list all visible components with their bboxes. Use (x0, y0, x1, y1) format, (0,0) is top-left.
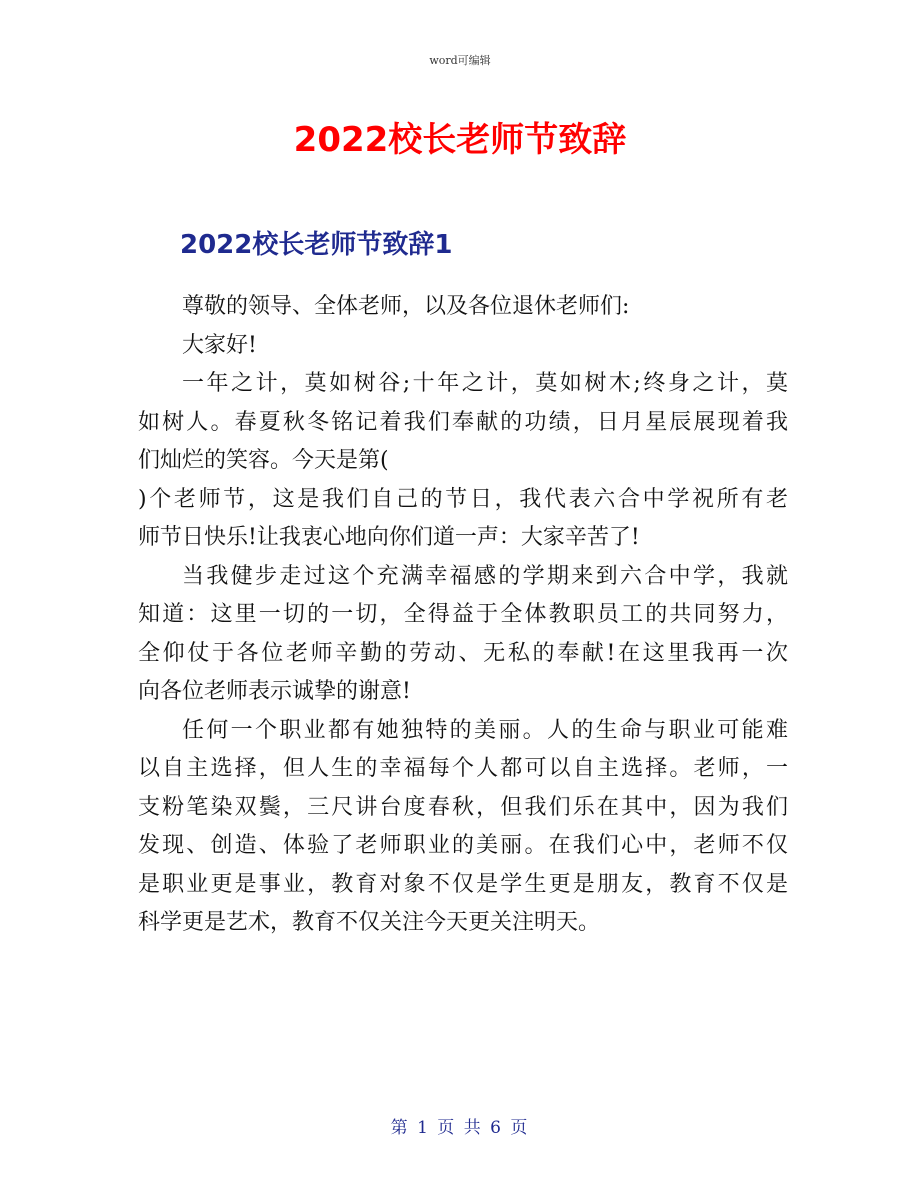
document-title: 2022校长老师节致辞 (293, 120, 627, 160)
body-line: 知道：这里一切的一切，全得益于全体教职员工的共同努力， (138, 602, 788, 627)
body-line: )个老师节，这是我们自己的节日，我代表六合中学祝所有老 (138, 486, 788, 512)
body-line: 大家好! (182, 332, 257, 358)
body-line: 科学更是艺术，教育不仅关注今天更关注明天。 (138, 910, 601, 935)
header-note: word可编辑 (429, 54, 491, 67)
body-line: 支粉笔染双鬓，三尺讲台度春秋，但我们乐在其中，因为我们 (138, 794, 788, 820)
body-line: 全仰仗于各位老师辛勤的劳动、无私的奉献!在这里我再一次 (138, 640, 788, 666)
body-line: 一年之计，莫如树谷;十年之计，莫如树木;终身之计，莫 (182, 371, 788, 396)
body-line: 以自主选择，但人生的幸福每个人都可以自主选择。老师，一 (138, 756, 788, 781)
page-footer: 第 1 页 共 6 页 (390, 1118, 530, 1138)
body-line: 们灿烂的笑容。今天是第( (138, 448, 389, 473)
body-line: 尊敬的领导、全体老师，以及各位退休老师们: (182, 294, 630, 319)
body-line: 当我健步走过这个充满幸福感的学期来到六合中学，我就 (182, 563, 788, 589)
document-body (138, 288, 788, 943)
body-line: 任何一个职业都有她独特的美丽。人的生命与职业可能难 (182, 717, 788, 743)
section-heading: 2022校长老师节致辞1 (180, 230, 453, 260)
body-line: 如树人。春夏秋冬铭记着我们奉献的功绩，日月星辰展现着我 (138, 409, 788, 435)
body-line: 发现、创造、体验了老师职业的美丽。在我们心中，老师不仅 (138, 833, 788, 858)
body-line: 向各位老师表示诚挚的谢意! (138, 679, 411, 704)
body-line: 是职业更是事业，教育对象不仅是学生更是朋友，教育不仅是 (138, 871, 788, 897)
body-line: 师节日快乐!让我衷心地向你们道一声：大家辛苦了! (138, 525, 640, 550)
